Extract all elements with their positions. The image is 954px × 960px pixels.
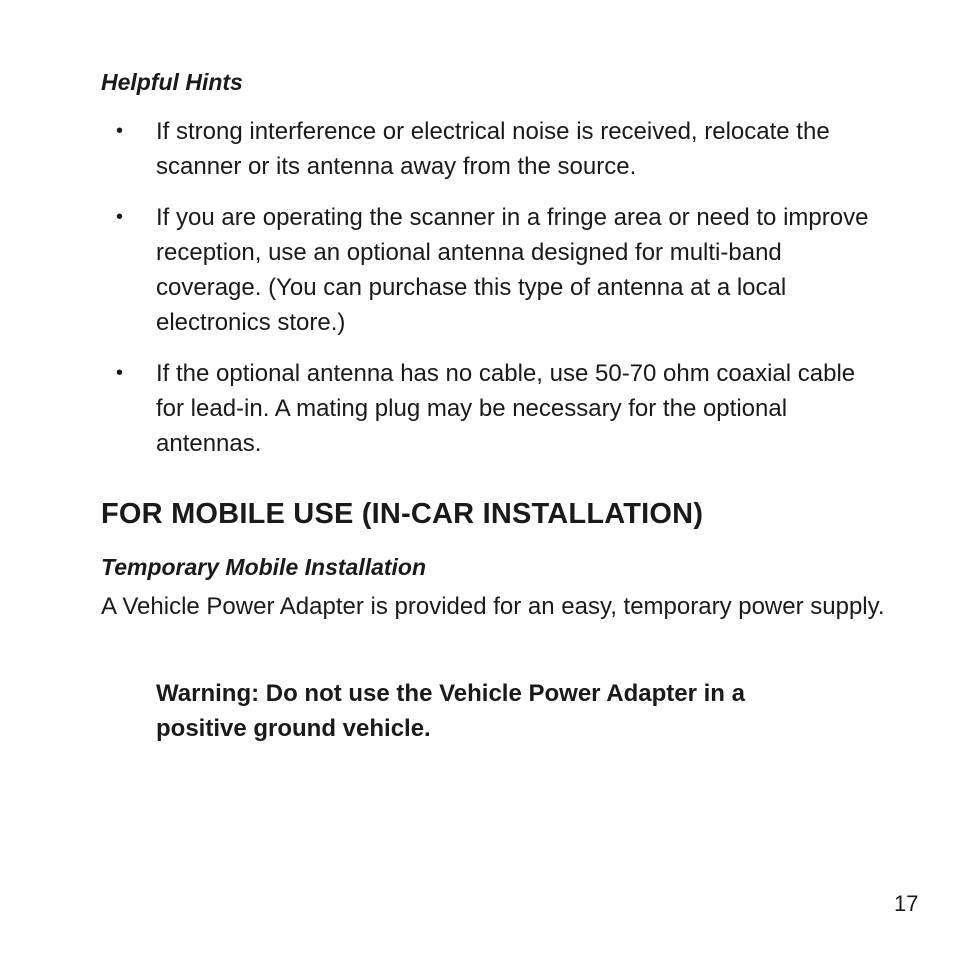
list-item [101, 356, 881, 461]
section-title: FOR MOBILE USE (IN-CAR INSTALLATION) [101, 498, 704, 530]
helpful-hints-list [101, 114, 881, 477]
hint-text: If the optional antenna has no cable, use 50-70 ohm coaxial cable for lead-in. A mating plug may be necessary for the optional antennas. [156, 360, 856, 457]
temporary-installation-heading: Temporary Mobile Installation [101, 554, 427, 580]
list-item [101, 200, 881, 340]
bullet-icon: • [116, 120, 124, 142]
bullet-icon: • [116, 206, 124, 228]
list-item [101, 114, 881, 184]
body-paragraph: A Vehicle Power Adapter is provided for an easy, temporary power supply. [101, 593, 885, 620]
bullet-icon: • [116, 362, 124, 384]
hint-text: If strong interference or electrical noise is received, relocate the scanner or its antenna away from the source. [156, 118, 830, 180]
helpful-hints-heading: Helpful Hints [101, 69, 243, 95]
warning-text: Warning: Do not use the Vehicle Power Adapter in a positive ground vehicle. [156, 680, 745, 742]
hint-text: If you are operating the scanner in a fringe area or need to improve reception, use an optional antenna designed for multi-band coverage. (You can purchase this type of antenna at a local electronics store.) [156, 204, 869, 336]
page-number: 17 [894, 891, 919, 916]
